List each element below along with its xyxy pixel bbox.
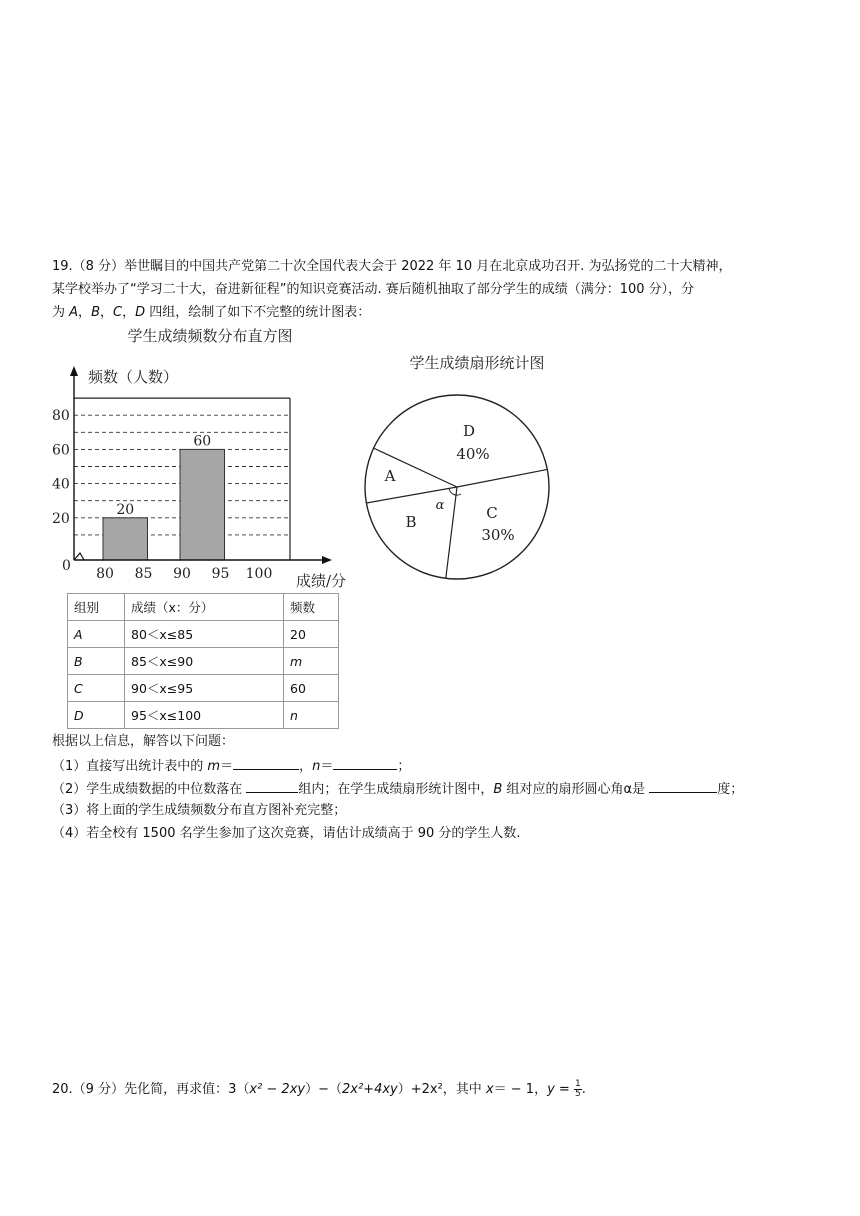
question-3: （3）将上面的学生成绩频数分布直方图补充完整；: [52, 803, 347, 818]
answer-blank-median: [246, 779, 298, 793]
pie-chart: [362, 340, 562, 580]
table-row: [68, 648, 339, 675]
stats-table: [67, 593, 339, 729]
pie-angle-label: α: [435, 498, 445, 513]
pie-slice-percent: 30%: [481, 526, 515, 544]
group-b-label: B: [91, 305, 100, 320]
table-row: [68, 621, 339, 648]
table-header-cell: 组别: [68, 594, 125, 621]
answer-blank-angle: [649, 779, 717, 793]
pie-slice-label: C: [486, 504, 498, 522]
histogram-title: 学生成绩频数分布直方图: [127, 327, 293, 345]
histogram-y-arrow: [70, 366, 78, 376]
table-cell-range: 95＜x≤100: [125, 702, 284, 729]
q19-line1: 19.（8 分）举世瞩目的中国共产党第二十次全国代表大会于 2022 年 10 月在北京成功召开. 为弘扬党的二十大精神，: [52, 259, 732, 274]
pie-slice-label: D: [462, 422, 476, 440]
table-header-cell: 成绩（x：分）: [125, 594, 284, 621]
pie-slice-label: B: [405, 513, 417, 531]
questions-intro: 根据以上信息，解答以下问题：: [52, 734, 235, 749]
histogram-bar-label: 60: [193, 433, 212, 450]
pie-slice-percent: 40%: [456, 445, 490, 463]
q19-line2: 某学校举办了“学习二十大，奋进新征程”的知识竞赛活动. 赛后随机抽取了部分学生的成绩（满分：100 分），分: [52, 282, 695, 297]
histogram-y-tick: 40: [52, 476, 70, 493]
histogram-x-arrow: [322, 556, 332, 564]
histogram-x-tick: 85: [134, 566, 153, 582]
histogram-axis-break: [74, 553, 84, 560]
table-cell-freq: n: [284, 702, 339, 729]
histogram-y-tick: 60: [52, 442, 70, 459]
histogram-ylabel: 频数（人数）: [88, 368, 179, 386]
table-cell-group: C: [68, 675, 125, 702]
histogram-chart: [50, 322, 360, 590]
histogram-y-tick: 20: [52, 510, 70, 527]
histogram-x-tick: 90: [173, 566, 191, 582]
question-4: （4）若全校有 1500 名学生参加了这次竞赛，请估计成绩高于 90 分的学生人数.: [52, 826, 521, 841]
histogram-bar-label: 20: [116, 501, 135, 518]
histogram-y-tick: 0: [62, 558, 71, 574]
table-cell-freq: m: [284, 648, 339, 675]
q19-line3: 为 A，B，C，D 四组，绘制了如下不完整的统计图表：: [52, 305, 371, 320]
group-a-label: A: [69, 305, 79, 320]
group-c-label: C: [113, 305, 123, 320]
table-cell-group: D: [68, 702, 125, 729]
q20-line: 20.（9 分）先化简，再求值：3（x² − 2xy）−（2x²+4xy）+2x²，其中 x＝ − 1，y = $\frac{1}{5}$ .: [52, 1079, 586, 1099]
histogram-bar: [103, 518, 148, 560]
table-cell-group: A: [68, 621, 125, 648]
histogram-x-tick: 80: [96, 566, 114, 582]
histogram-xlabel: 成绩/分: [296, 572, 347, 590]
fraction-one-fifth: $\frac{1}{5}$: [574, 1079, 581, 1099]
table-header-cell: 频数: [284, 594, 339, 621]
pie-slice-label: A: [384, 467, 396, 485]
answer-blank-m: [233, 756, 299, 770]
table-row: [68, 702, 339, 729]
group-d-label: D: [135, 305, 146, 320]
table-cell-range: 90＜x≤95: [125, 675, 284, 702]
table-header-row: [68, 594, 339, 621]
table-cell-range: 80＜x≤85: [125, 621, 284, 648]
question-1: （1）直接写出统计表中的 m＝ ，n＝ ；: [52, 756, 410, 776]
table-cell-freq: 60: [284, 675, 339, 702]
table-cell-range: 85＜x≤90: [125, 648, 284, 675]
table-cell-freq: 20: [284, 621, 339, 648]
histogram-y-tick: 80: [52, 408, 70, 425]
histogram-x-tick: 95: [211, 566, 230, 582]
table-row: [68, 675, 339, 702]
question-2: （2）学生成绩数据的中位数落在 组内；在学生成绩扇形统计图中，B 组对应的扇形圆心角α是 度；: [52, 779, 743, 799]
histogram-bar: [180, 449, 225, 560]
histogram-x-tick: 100: [245, 566, 273, 582]
pie-title: 学生成绩扇形统计图: [409, 354, 545, 372]
table-cell-group: B: [68, 648, 125, 675]
answer-blank-n: [333, 756, 397, 770]
